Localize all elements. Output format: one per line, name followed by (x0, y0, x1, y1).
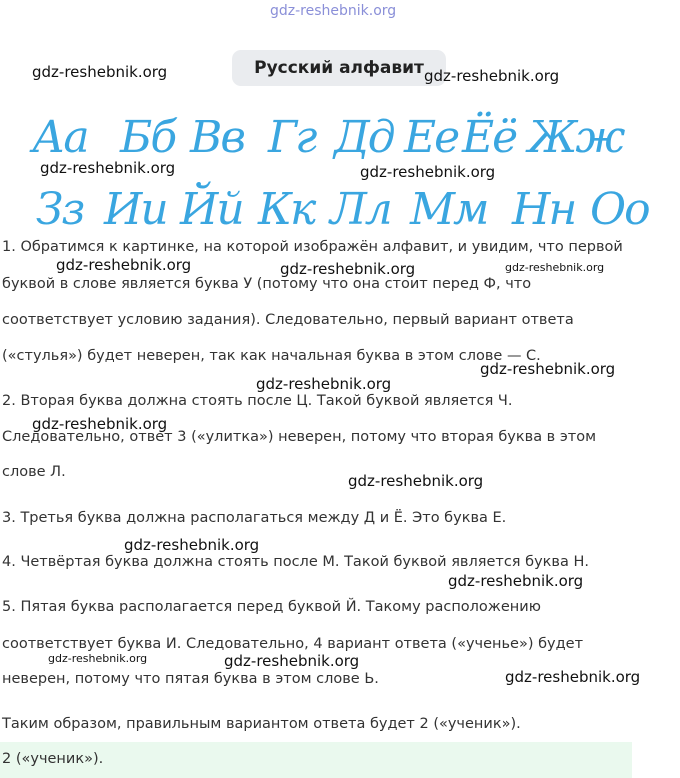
site-watermark-small: gdz-reshebnik.org (505, 261, 605, 274)
site-watermark: gdz-reshebnik.org (348, 472, 484, 490)
site-watermark: gdz-reshebnik.org (124, 536, 260, 554)
site-watermark: gdz-reshebnik.org (224, 652, 360, 670)
site-watermark: gdz-reshebnik.org (32, 415, 168, 433)
letter-z: Зз (36, 184, 84, 235)
solution-line-2: буквой в слове является буква У (потому что она стоит перед Ф, что (2, 276, 532, 292)
site-watermark: gdz-reshebnik.org (448, 572, 584, 590)
letter-k: Кк (258, 184, 315, 235)
letter-v: Вв (190, 112, 244, 163)
solution-line-12: неверен, потому что пятая буква в этом слове Ь. (2, 671, 379, 687)
solution-line-3: соответствует условию задания). Следовательно, первый вариант ответа (2, 312, 574, 328)
site-watermark: gdz-reshebnik.org (40, 159, 176, 177)
site-watermark-top: gdz-reshebnik.org (270, 3, 397, 19)
solution-line-6: Следовательно, ответ 3 («улитка») неверен, потому что вторая буква в этом (2, 429, 597, 445)
site-watermark: gdz-reshebnik.org (480, 360, 616, 378)
letter-g: Гг (268, 112, 316, 163)
solution-line-11: соответствует буква И. Следовательно, 4 вариант ответа («ученье») будет (2, 636, 584, 652)
conclusion-line: Таким образом, правильным вариантом ответа будет 2 («ученик»). (2, 716, 521, 732)
letter-d: Дд (334, 112, 394, 163)
letter-i: Ии (104, 184, 167, 235)
site-watermark: gdz-reshebnik.org (256, 375, 392, 393)
letter-l: Лл (330, 184, 391, 235)
site-watermark: gdz-reshebnik.org (56, 256, 192, 274)
solution-line-1: 1. Обратимся к картинке, на которой изображён алфавит, и увидим, что первой (2, 239, 623, 255)
letter-o: Оо (590, 184, 649, 235)
site-watermark-small: gdz-reshebnik.org (48, 652, 148, 665)
solution-line-9: 4. Четвёртая буква должна стоять после М. Такой буквой является буква Н. (2, 554, 589, 570)
letter-a: Аа (32, 112, 88, 163)
solution-line-10: 5. Пятая буква располагается перед буквой Й. Такому расположению (2, 599, 541, 615)
site-watermark: gdz-reshebnik.org (32, 63, 168, 81)
letter-n: Нн (512, 184, 576, 235)
letter-iy: Йй (180, 184, 243, 235)
letter-b: Бб (120, 112, 176, 163)
letter-m: Мм (410, 184, 488, 235)
answer-text: 2 («ученик»). (2, 751, 104, 767)
answer-box (0, 742, 632, 778)
solution-line-4: («стулья») будет неверен, так как начальная буква в этом слове — С. (2, 348, 541, 364)
site-watermark: gdz-reshebnik.org (424, 67, 560, 85)
letter-zh: Жж (528, 112, 624, 163)
site-watermark: gdz-reshebnik.org (505, 668, 641, 686)
solution-line-8: 3. Третья буква должна располагаться между Д и Ё. Это буква Е. (2, 510, 507, 526)
solution-line-7: слове Л. (2, 464, 66, 480)
solution-line-5: 2. Вторая буква должна стоять после Ц. Такой буквой является Ч. (2, 393, 513, 409)
site-watermark: gdz-reshebnik.org (360, 163, 496, 181)
alphabet-row-2 (0, 184, 680, 244)
site-watermark: gdz-reshebnik.org (280, 260, 416, 278)
alphabet-title: Русский алфавит (232, 50, 446, 86)
letter-e: Ее (404, 112, 459, 163)
letter-yo: Ёё (462, 112, 517, 163)
